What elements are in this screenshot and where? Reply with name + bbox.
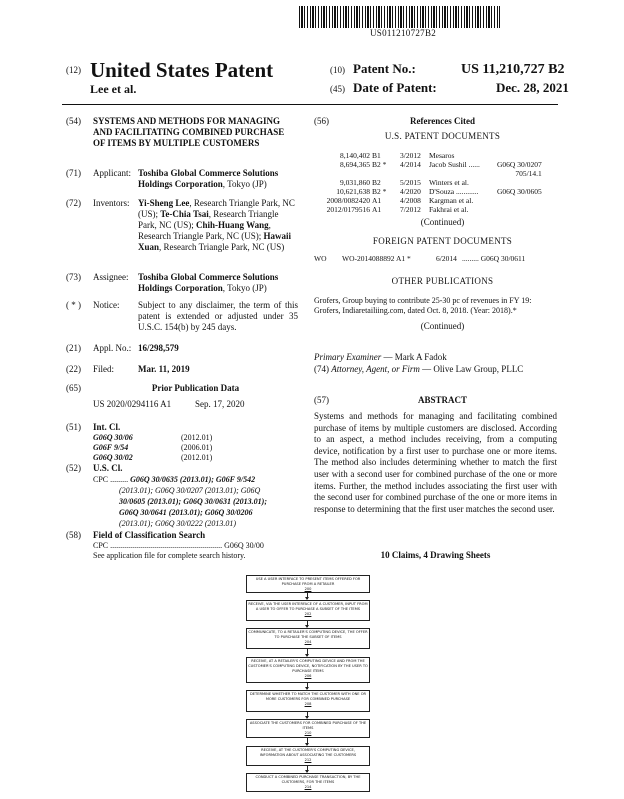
doc-number: 8,694,365 xyxy=(340,160,370,169)
flow-step-ref: 210 xyxy=(304,731,312,735)
applicant-value xyxy=(138,168,298,190)
field-note: See application file for complete search history. xyxy=(93,551,246,560)
doc-class: G06Q 30/0605 xyxy=(497,187,542,196)
assignee-label: Assignee: xyxy=(93,272,129,282)
doc-class xyxy=(497,178,544,187)
prior-pub-number: US 2020/0294116 A1 xyxy=(93,399,172,409)
inventor-location: , Research Triangle Park, NC (US); xyxy=(138,209,279,230)
cpc-label: CPC ......... xyxy=(93,475,129,484)
intcl-row xyxy=(93,433,212,443)
flow-step-ref: 202 xyxy=(304,612,312,616)
abstract-code: (57) xyxy=(314,395,329,405)
inventors-label: Inventors: xyxy=(93,198,130,208)
intcl-code-value: G06Q 30/06 xyxy=(93,433,133,442)
assignee-location: , Tokyo (JP) xyxy=(222,283,267,293)
appl-number: 16/298,579 xyxy=(138,343,179,353)
patent-number-key: Patent No.: xyxy=(353,61,416,76)
flow-step xyxy=(246,657,370,683)
invention-title: SYSTEMS AND METHODS FOR MANAGING AND FACILITATING COMBINED PURCHASE OF ITEMS BY MULTIPLE CUSTOMERS xyxy=(93,116,285,148)
inventor-name: Yi-Sheng Lee xyxy=(138,198,190,208)
flow-step-text: CONDUCT A COMBINED PURCHASE TRANSACTION, BY THE CUSTOMERS, FOR THE ITEMS xyxy=(255,775,361,784)
patent-number-line xyxy=(330,61,564,78)
attorney-name: — Olive Law Group, PLLC xyxy=(419,364,524,374)
us-doc-row xyxy=(323,151,544,160)
appl-label: Appl. No.: xyxy=(93,343,132,353)
patent-date-key: Date of Patent: xyxy=(353,80,437,95)
doc-class: 705/14.1 xyxy=(515,169,542,178)
intcl-code-value: G06Q 30/02 xyxy=(93,453,133,462)
foreign-class: ......... G06Q 30/0611 xyxy=(462,254,526,263)
doc-kind xyxy=(372,169,400,178)
attorney-line xyxy=(314,364,523,375)
prior-heading: Prior Publication Data xyxy=(151,383,240,393)
doc-number: 9,031,860 xyxy=(340,178,370,187)
cpc-classes xyxy=(93,474,303,529)
other-pubs-heading: OTHER PUBLICATIONS xyxy=(391,276,494,286)
us-docs-heading: U.S. PATENT DOCUMENTS xyxy=(384,131,501,141)
inventors-value xyxy=(138,198,298,253)
continued-note: (Continued) xyxy=(420,321,465,331)
flow-arrow xyxy=(307,683,308,689)
doc-number xyxy=(323,169,372,178)
inventors-code: (72) xyxy=(66,198,81,208)
flow-step-text: RECEIVE, AT THE CUSTOMER'S COMPUTING DEVICE, INFORMATION ABOUT ASSOCIATING THE CUSTOMERS xyxy=(259,748,357,757)
doc-date: 3/2012 xyxy=(400,151,421,160)
flow-arrow xyxy=(307,712,308,718)
doc-name: Fakhrai et al. xyxy=(429,205,469,214)
flow-step xyxy=(246,690,370,712)
doc-number: 2008/0082420 xyxy=(326,196,370,205)
filed-date: Mar. 11, 2019 xyxy=(138,364,190,374)
flow-arrow xyxy=(307,766,308,772)
filed-code: (22) xyxy=(66,364,81,374)
intcl-code-value: G06F 9/54 xyxy=(93,443,129,452)
flow-step-ref: 212 xyxy=(304,758,312,762)
patent-date-line xyxy=(330,80,569,96)
notice-text: Subject to any disclaimer, the term of this patent is extended or adjusted under 35 U.S.C. 154(b) by 245 days. xyxy=(138,300,298,332)
doc-date: 4/2020 xyxy=(400,187,421,196)
cpc-text: G06Q 30/0635 (2013.01); G06F 9/542 xyxy=(130,475,256,484)
field-code: (58) xyxy=(66,530,81,540)
inventor-location: , Research Triangle Park, NC (US); xyxy=(138,198,295,219)
cpc-text: (2013.01); G06Q 30/0222 (2013.01) xyxy=(119,519,237,528)
flow-step-ref: 204 xyxy=(304,640,312,644)
patent-number-code: (10) xyxy=(330,65,345,75)
assignee-name: Toshiba Global Commerce Solutions Holdings Corporation xyxy=(138,272,279,293)
cpc-text: G06Q 30/0641 (2013.01); G06Q 30/0206 xyxy=(119,508,253,517)
patent-date-code: (45) xyxy=(330,84,345,94)
cpc-text: 30/0605 (2013.01); G06Q 30/0631 (2013.01); xyxy=(119,497,267,506)
abstract-heading: ABSTRACT xyxy=(417,395,467,405)
flow-step-text: RECEIVE, AT A RETAILER'S COMPUTING DEVICE AND FROM THE CUSTOMER'S COMPUTING DEVICE, NOTIFICATION BY THE USER TO PURCHASE ITEMS xyxy=(248,659,368,673)
assignee-code: (73) xyxy=(66,272,81,282)
prior-pub-date: Sep. 17, 2020 xyxy=(195,399,245,409)
us-doc-row xyxy=(323,169,544,178)
applicant-label: Applicant: xyxy=(93,168,131,178)
flow-step xyxy=(246,746,370,766)
doc-kind: A1 xyxy=(372,205,382,214)
doc-number: 2012/0179516 xyxy=(326,205,370,214)
us-doc-row xyxy=(323,205,544,214)
inventor-location: , Research Triangle Park, NC (US) xyxy=(159,242,285,252)
applicant-code: (71) xyxy=(66,168,81,178)
us-docs-table xyxy=(323,151,544,214)
doc-name: Jacob Sushil ...... xyxy=(429,160,480,169)
continued-note: (Continued) xyxy=(420,217,465,227)
flow-arrow xyxy=(307,738,308,745)
flow-step-ref: 206 xyxy=(304,674,312,678)
flow-step-ref: 200 xyxy=(304,587,312,591)
intcl-row xyxy=(93,443,212,453)
us-doc-row xyxy=(323,187,544,196)
attorney-code: (74) xyxy=(314,364,329,374)
doc-date xyxy=(400,169,429,178)
foreign-country: WO xyxy=(314,254,327,263)
attorney-label: Attorney, Agent, or Firm xyxy=(331,364,420,374)
header-rule xyxy=(62,104,558,105)
intcl-row xyxy=(93,453,212,463)
intcl-version: (2012.01) xyxy=(181,453,213,462)
doc-number: 8,140,402 xyxy=(340,151,370,160)
doc-kind: A1 xyxy=(372,196,382,205)
examiner-name: — Mark A Fadok xyxy=(381,352,447,362)
doc-kind: B2 xyxy=(372,178,381,187)
foreign-doc-row xyxy=(314,254,525,263)
flow-step-ref: 208 xyxy=(304,702,312,706)
doc-class xyxy=(497,205,544,214)
patent-number-value: US 11,210,727 B2 xyxy=(461,62,565,77)
flow-step xyxy=(246,773,370,792)
doc-date: 5/2015 xyxy=(400,178,421,187)
notice-label: Notice: xyxy=(93,300,120,310)
flow-step-text: DETERMINE WHETHER TO MATCH THE CUSTOMER WITH ONE OR MORE CUSTOMERS FOR COMBINED PURCHASE xyxy=(249,692,367,701)
doc-name: Mesaros xyxy=(429,151,455,160)
us-doc-row xyxy=(323,160,544,169)
flow-step-text: RECEIVE, VIA THE USER INTERFACE OF A CUSTOMER, INPUT FROM A USER TO OFFER TO PURCHASE A SUBSET OF THE ITEMS xyxy=(248,602,368,611)
flow-arrow xyxy=(307,649,308,656)
doc-date: 4/2014 xyxy=(400,160,421,169)
intcl-version: (2012.01) xyxy=(181,433,213,442)
flow-step xyxy=(246,600,370,621)
doc-kind: B1 xyxy=(372,151,381,160)
patent-date-value: Dec. 28, 2021 xyxy=(496,80,569,95)
cpc-text: (2013.01); G06Q 30/0207 (2013.01); G06Q xyxy=(119,486,261,495)
doc-kind: B2 * xyxy=(372,160,387,169)
intcl-heading: Int. Cl. xyxy=(93,422,121,432)
notice-code: ( * ) xyxy=(66,300,81,310)
barcode xyxy=(299,6,500,28)
flow-step-text: USE A USER INTERFACE TO PRESENT ITEMS OFFERED FOR PURCHASE FROM A RETAILER xyxy=(255,577,361,586)
cpc-line xyxy=(93,474,303,485)
refs-code: (56) xyxy=(314,116,329,126)
flow-step xyxy=(246,719,370,738)
inventor-short: Lee et al. xyxy=(90,82,137,96)
appl-code: (21) xyxy=(66,343,81,353)
barcode-number: US011210727B2 xyxy=(370,28,437,38)
other-pub-text: Grofers, Group buying to contribute 25-30 pc of revenues in FY 19: Grofers, Indiaretailiing.com, dated Oct. 8, 2018. (Year: 2018).* xyxy=(314,296,532,315)
us-doc-row xyxy=(323,178,544,187)
flow-step-text: ASSOCIATE THE CUSTOMERS FOR COMBINED PURCHASE OF THE ITEMS xyxy=(249,721,367,730)
claims-count: 10 Claims, 4 Drawing Sheets xyxy=(380,550,491,560)
uscl-heading: U.S. Cl. xyxy=(93,463,123,473)
examiner-line xyxy=(314,352,447,363)
intcl-table xyxy=(93,433,212,463)
examiner-label: Primary Examiner xyxy=(314,352,382,362)
doc-name: Winters et al. xyxy=(429,178,469,187)
us-doc-row xyxy=(323,196,544,205)
flow-step-text: COMMUNICATE, TO A RETAILER'S COMPUTING DEVICE, THE OFFER TO PURCHASE THE SUBSET OF ITEMS xyxy=(248,630,368,639)
intcl-version: (2006.01) xyxy=(181,443,213,452)
prior-code: (65) xyxy=(66,383,81,393)
field-heading: Field of Classification Search xyxy=(93,530,206,540)
inventor-name: Hawaii Xuan xyxy=(138,231,292,252)
inventor-name: Chih-Huang Wang xyxy=(196,220,269,230)
flow-step xyxy=(246,628,370,649)
patent-title-heading: United States Patent xyxy=(90,58,274,82)
kind-code-label: (12) xyxy=(66,65,81,75)
inventor-name: Te-Chia Tsai xyxy=(160,209,209,219)
foreign-number: WO-2014088892 A1 * xyxy=(342,254,411,263)
foreign-date: 6/2014 xyxy=(436,254,457,263)
doc-date: 7/2012 xyxy=(400,205,421,214)
flow-arrow xyxy=(307,593,308,599)
doc-name: Kargman et al. xyxy=(429,196,474,205)
flow-arrow xyxy=(307,621,308,627)
applicant-name: Toshiba Global Commerce Solutions Holdings Corporation xyxy=(138,168,279,189)
doc-class: G06Q 30/0207 xyxy=(497,160,542,169)
title-code: (54) xyxy=(66,116,81,126)
field-cpc: CPC ........................................................ G06Q 30/00 xyxy=(93,541,264,550)
doc-class xyxy=(497,151,544,160)
inventor-location: , Research Triangle Park, NC (US); xyxy=(138,220,271,241)
flow-step xyxy=(246,575,370,593)
doc-kind: B2 * xyxy=(372,187,387,196)
filed-label: Filed: xyxy=(93,364,115,374)
doc-class xyxy=(497,196,544,205)
doc-name xyxy=(429,169,497,178)
assignee-value xyxy=(138,272,298,294)
abstract-text: Systems and methods for managing and facilitating combined purchase of items by multiple customers are disclosed. According to an aspect, a method includes receiving, from a computing device, notification by a first user to purchase one or more items. The method also includes determining whether to match the first user with a second user for combined purchase of the one or more items. Further, the method includes associating the first user with the second user for combined purchase of the one or more items in response to determining that the first user matches the second user. xyxy=(314,411,557,514)
doc-number: 10,621,638 xyxy=(336,187,370,196)
doc-date: 4/2008 xyxy=(400,196,421,205)
uscl-code: (52) xyxy=(66,463,81,473)
doc-name: D'Souza ............ xyxy=(429,187,479,196)
foreign-docs-heading: FOREIGN PATENT DOCUMENTS xyxy=(372,236,513,246)
flow-step-ref: 214 xyxy=(304,785,312,789)
refs-heading: References Cited xyxy=(409,116,476,126)
intcl-code: (51) xyxy=(66,422,81,432)
applicant-location: , Tokyo (JP) xyxy=(222,179,267,189)
